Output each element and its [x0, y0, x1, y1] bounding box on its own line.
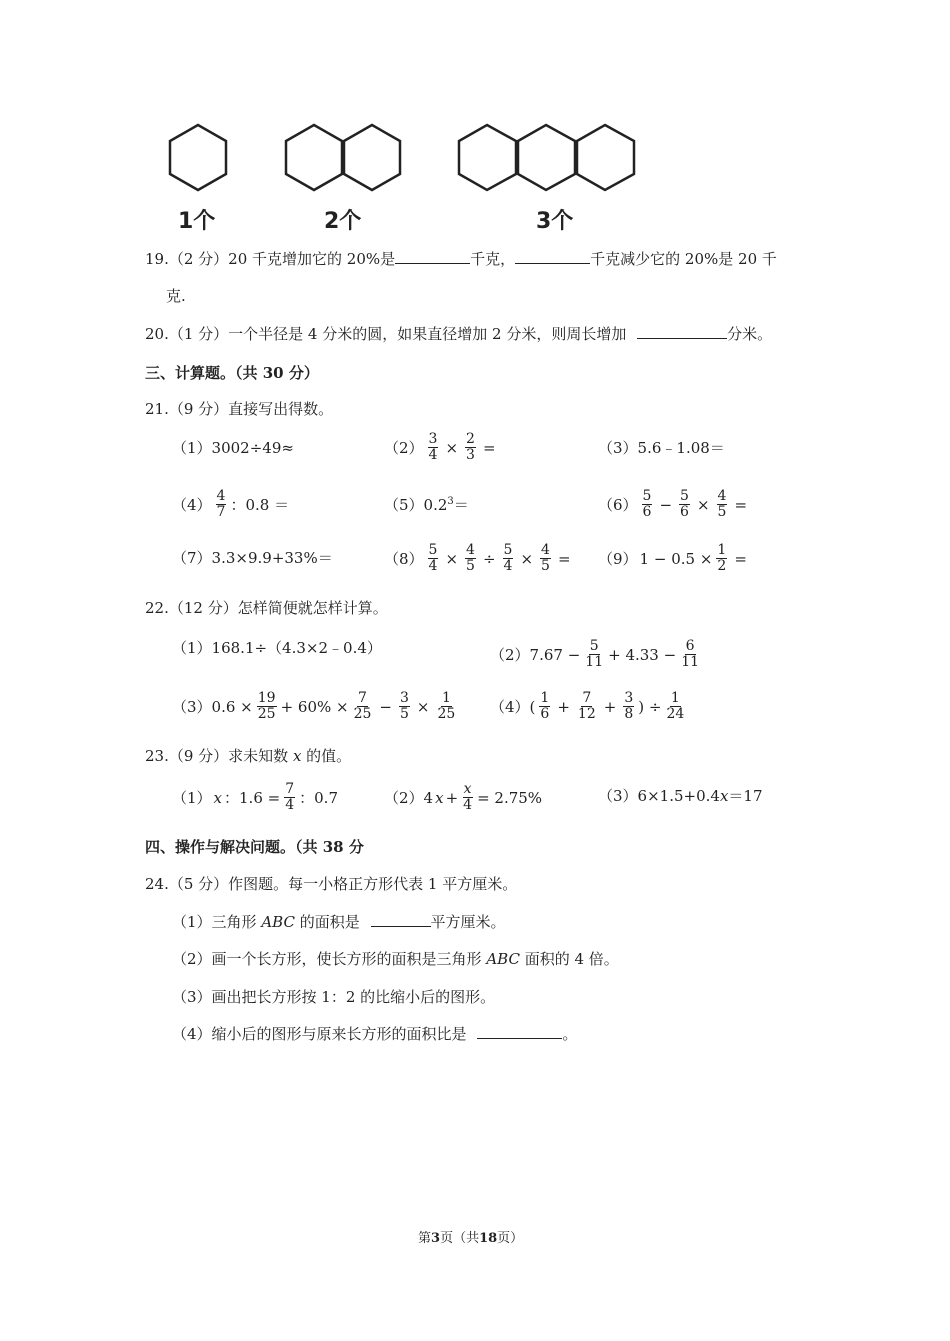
denominator: 7	[216, 504, 226, 520]
section-3-title: 三、计算题。（共 30 分）	[145, 364, 319, 382]
q21-p6-label: （6）	[598, 496, 638, 514]
q22-part-2	[490, 639, 702, 670]
q23-title-var: x	[292, 747, 302, 765]
fraction	[437, 691, 457, 722]
hexagon-2a	[286, 125, 342, 190]
q21-part-2: （2） $\frac{3}{4}$ × $\frac{2}{3}$ =	[384, 431, 496, 463]
question-19	[145, 249, 777, 269]
numerator: 1	[441, 690, 451, 706]
q24-p1-c: 平方厘米。	[430, 913, 506, 931]
q22-p2-mid: + 4.33 −	[608, 645, 677, 664]
footer-text-a: 第	[418, 1231, 432, 1246]
numerator: 4	[717, 488, 727, 504]
q24-title: 24.（5 分）作图题。每一小格正方形代表 1 平方厘米。	[145, 875, 518, 893]
q23-p3-b: ＝17	[728, 787, 763, 805]
fraction	[428, 432, 439, 463]
footer-page-number: 3	[431, 1231, 441, 1246]
q21-part-4	[172, 489, 289, 520]
numerator: 1	[717, 542, 727, 558]
fraction	[353, 691, 373, 722]
q23-p1-label: （1）	[172, 789, 212, 807]
hexagon-3b	[518, 125, 575, 190]
denominator: 5	[466, 558, 475, 574]
fraction	[577, 691, 597, 722]
denominator: 8	[624, 706, 634, 722]
q24-blank-2[interactable]	[477, 1024, 562, 1039]
q20-blank[interactable]	[637, 324, 727, 339]
q21-p2-label: （2）	[384, 439, 424, 457]
figure-label-1: 1个	[178, 209, 216, 234]
q22-p3-label: （3）0.6 ×	[172, 698, 253, 716]
numerator: 5	[680, 488, 689, 504]
numerator: 5	[428, 542, 438, 558]
figure-label-3: 3个	[536, 209, 574, 234]
q19-text-d: 克.	[166, 287, 186, 305]
denominator: 2	[717, 558, 727, 574]
q21-p9-label: （9）	[598, 550, 638, 568]
numerator: 1	[670, 690, 680, 706]
numerator: 7	[582, 690, 592, 706]
q24-p2-b: 面积的 4 倍。	[519, 950, 619, 968]
denominator: 11	[585, 654, 604, 670]
denominator: 6	[642, 504, 652, 520]
q21-part-1: （1）3002÷49≈	[172, 439, 294, 457]
fraction	[642, 489, 653, 520]
q22-title: 22.（12 分）怎样简便就怎样计算。	[145, 599, 388, 617]
q22-part-1: （1）168.1÷（4.3×2﹣0.4）	[172, 639, 382, 657]
hexagon-3c	[577, 125, 634, 190]
q22-part-3: （3）0.6 × $\frac{19}{25}$ + 60% × $\frac{7}{25}$ − $\frac{3}{5}$ × $\frac{1}{25}$	[172, 690, 456, 722]
footer-total-pages: 18	[479, 1231, 498, 1246]
q24-blank-1[interactable]	[371, 912, 431, 927]
numerator: 3	[428, 431, 438, 447]
denominator: 3	[466, 447, 475, 463]
footer-text-b: 页（共	[440, 1231, 480, 1246]
denominator: 4	[428, 558, 438, 574]
q24-p2-var: ABC	[486, 950, 520, 968]
q23-p3-var: x	[719, 787, 729, 805]
figure-label-2: 2个	[324, 209, 362, 234]
fraction	[503, 543, 514, 574]
hexagon-2b	[344, 125, 400, 190]
q23-p3-a: （3）6×1.5+0.4	[598, 787, 720, 805]
q19-text-b: 千克，	[470, 250, 516, 268]
q23-part-1	[172, 782, 338, 813]
numerator: 7	[285, 781, 295, 797]
q21-p5-exponent: 3	[447, 496, 454, 507]
q22-p4-end: ) ÷	[638, 697, 662, 716]
q23-p2-mid: +	[445, 788, 459, 807]
numerator: 19	[257, 690, 276, 706]
fraction	[680, 639, 700, 670]
denominator: 5	[541, 558, 550, 574]
q24-p1-var: ABC	[261, 913, 295, 931]
q24-p4-a: （4）缩小后的图形与原来长方形的面积比是	[172, 1025, 467, 1043]
fraction	[284, 782, 295, 813]
q22-p2-label: （2）7.67 −	[490, 646, 581, 664]
denominator: 4	[428, 447, 438, 463]
numerator: 3	[624, 690, 634, 706]
fraction	[462, 782, 473, 813]
q21-part-8: （8） $\frac{5}{4}$ × $\frac{4}{5}$ ÷ $\frac{5}{4}$ × $\frac{4}{5}$ =	[384, 542, 571, 574]
numerator: 1	[540, 690, 550, 706]
fraction	[539, 691, 550, 722]
denominator: 11	[681, 654, 700, 670]
section-4-title: 四、操作与解决问题。（共 38 分	[145, 838, 364, 856]
numerator: 4	[216, 488, 226, 504]
numerator: 2	[466, 431, 475, 447]
denominator: 12	[577, 706, 596, 722]
q19-text-a: 19.（2 分）20 千克增加它的 20%是	[145, 250, 396, 268]
q21-part-3: （3）5.6﹣1.08＝	[598, 439, 725, 457]
denominator: 5	[400, 706, 409, 722]
q23-p2-label: （2）4	[384, 789, 434, 807]
denominator: 4	[463, 797, 473, 813]
q19-text-c: 千克减少它的 20%是 20 千	[590, 250, 777, 268]
fraction	[465, 432, 476, 463]
hexagon-pattern-figure	[150, 110, 650, 235]
hexagon-3a	[459, 125, 516, 190]
numerator: 5	[589, 638, 599, 654]
fraction	[584, 639, 604, 670]
fraction	[216, 489, 227, 520]
fraction	[679, 489, 690, 520]
q24-p1-a: （1）三角形	[172, 913, 262, 931]
q21-part-9: （9） 1 − 0.5 × $\frac{1}{2}$ =	[598, 542, 747, 574]
q23-part-3	[598, 786, 763, 806]
fraction	[623, 691, 634, 722]
q21-p4-rest: ：0.8 ＝	[230, 496, 290, 514]
q21-title: 21.（9 分）直接写出得数。	[145, 400, 334, 418]
q20-text-b: 分米。	[727, 325, 773, 343]
denominator: 5	[717, 504, 727, 520]
q20-text-a: 20.（1 分）一个半径是 4 分米的圆，如果直径增加 2 分米，则周长增加	[145, 325, 627, 343]
q23-p1-end: ：0.7	[299, 789, 338, 807]
denominator: 6	[680, 504, 689, 520]
q24-part-3: （3）画出把长方形按 1：2 的比缩小后的图形。	[172, 988, 496, 1006]
fraction	[257, 691, 277, 722]
q23-p1-var: x	[213, 788, 223, 807]
q21-p4-label: （4）	[172, 496, 212, 514]
q24-part-4	[172, 1024, 577, 1044]
q21-p8-label: （8）	[384, 550, 424, 568]
q23-p1-mid: ：1.6 =	[224, 789, 281, 807]
q21-p9-mid: 1 − 0.5 ×	[639, 549, 713, 568]
denominator: 4	[285, 797, 295, 813]
q24-p1-b: 的面积是	[294, 913, 360, 931]
numerator: 5	[503, 542, 513, 558]
numerator: 4	[541, 542, 550, 558]
numerator: 7	[358, 690, 367, 706]
q23-part-2	[384, 782, 542, 813]
q23-title-a: 23.（9 分）求未知数	[145, 747, 293, 765]
q24-part-1	[172, 912, 506, 932]
fraction	[716, 543, 727, 574]
fraction	[540, 543, 551, 574]
q21-part-7: （7）3.3×9.9+33%＝	[172, 549, 333, 567]
fraction	[465, 543, 476, 574]
numerator: 6	[685, 638, 695, 654]
question-20	[145, 324, 772, 344]
denominator: 4	[503, 558, 513, 574]
numerator: 5	[642, 488, 652, 504]
q24-part-2	[172, 949, 619, 969]
denominator: 25	[437, 706, 456, 722]
denominator: 25	[353, 706, 372, 722]
footer-text-c: 页）	[497, 1231, 524, 1246]
fraction	[665, 691, 685, 722]
q23-p2-end: = 2.75%	[477, 788, 543, 807]
fraction	[399, 691, 410, 722]
numerator: 4	[466, 542, 475, 558]
q24-p2-a: （2）画一个长方形，使长方形的面积是三角形	[172, 950, 487, 968]
denominator: 24	[666, 706, 685, 722]
q22-p4-label: （4）(	[490, 698, 536, 716]
q21-p5-rest: ＝	[453, 496, 469, 514]
denominator: 25	[257, 706, 276, 722]
q21-part-6: （6） $\frac{5}{6}$ − $\frac{5}{6}$ × $\frac{4}{5}$ =	[598, 488, 748, 520]
q19-blank-2[interactable]	[515, 249, 590, 264]
q21-p5-label: （5）0.2	[384, 496, 448, 514]
page-footer	[418, 1227, 523, 1246]
fraction	[428, 543, 439, 574]
q19-blank-1[interactable]	[395, 249, 470, 264]
q23-title-b: 的值。	[301, 747, 352, 765]
q21-part-5	[384, 492, 469, 515]
denominator: 6	[540, 706, 550, 722]
q22-p3-mid: + 60% ×	[280, 697, 349, 716]
numerator: x	[463, 781, 472, 797]
q23-p2-var: x	[435, 788, 444, 807]
numerator: 3	[400, 690, 409, 706]
fraction	[717, 489, 728, 520]
q23-title	[145, 746, 351, 766]
q22-part-4: （4）( $\frac{1}{6}$ + $\frac{7}{12}$ + $\frac{3}{8}$ ) ÷ $\frac{1}{24}$	[490, 690, 685, 722]
hexagon-1	[170, 125, 226, 190]
q24-p4-b: 。	[562, 1025, 578, 1043]
